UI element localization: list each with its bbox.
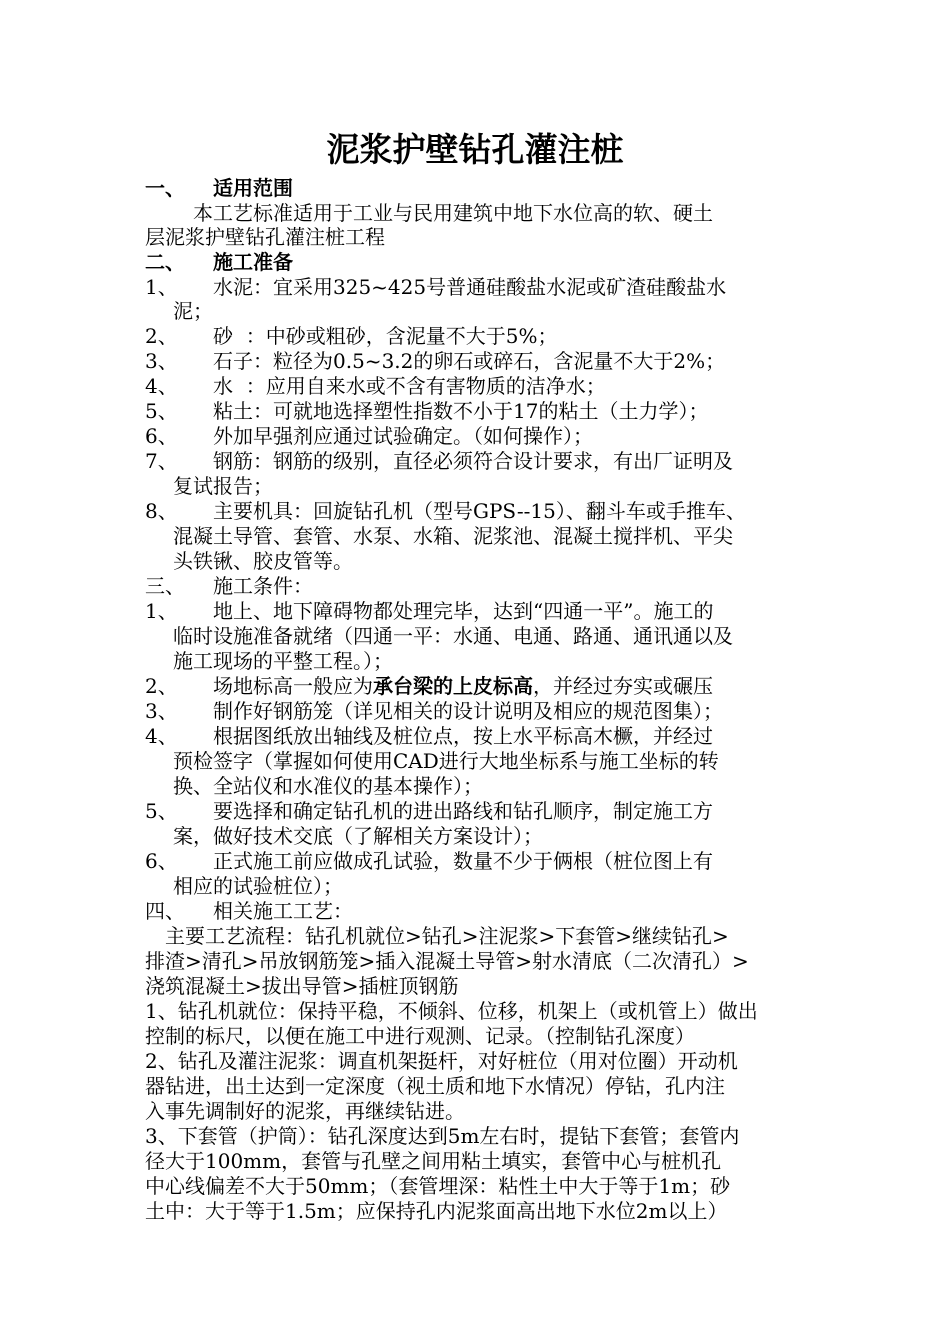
item-text: ，并经过夯实或碾压 [533, 674, 713, 698]
list-item [145, 699, 825, 723]
item-text: 粘土：可就地选择塑性指数不小于17的粘土（土力学）； [213, 399, 709, 423]
item-number: 5、 [145, 399, 178, 423]
list-item [145, 799, 825, 823]
list-item [145, 399, 825, 423]
item-text: 要选择和确定钻孔机的进出路线和钻孔顺序，制定施工方 [213, 799, 713, 823]
list-item-continuation: 施工现场的平整工程。）； [173, 649, 393, 673]
section-number: 三、 [145, 574, 185, 598]
item-text: 正式施工前应做成孔试验，数量不少于俩根（桩位图上有 [213, 849, 713, 873]
list-item-continuation: 泥； [173, 299, 213, 323]
item-number: 7、 [145, 449, 178, 473]
list-item-continuation: 头铁锹、胶皮管等。 [173, 549, 353, 573]
list-item [145, 849, 825, 873]
item-text: 水泥：宜采用325~425号普通硅酸盐水泥或矿渣硅酸盐水 [213, 275, 727, 299]
paragraph-line: 入事先调制好的泥浆，再继续钻进。 [145, 1099, 465, 1123]
paragraph-line: 2、钻孔及灌注泥浆：调直机架挺杆，对好桩位（用对位圈）开动机 [145, 1049, 738, 1073]
list-item-continuation: 临时设施准备就绪（四通一平：水通、电通、路通、通讯通以及 [173, 624, 733, 648]
list-item-continuation: 复试报告； [173, 474, 273, 498]
list-item [145, 324, 825, 348]
item-number: 6、 [145, 849, 178, 873]
section-title: 适用范围 [213, 176, 293, 200]
list-item [145, 724, 825, 748]
item-text: 水 ：应用自来水或不含有害物质的洁净水； [213, 374, 606, 398]
item-number: 1、 [145, 599, 178, 623]
section-heading-1 [145, 176, 825, 200]
paragraph-line: 中心线偏差不大于50mm；（套管埋深：粘性土中大于等于1m；砂 [145, 1174, 731, 1198]
item-text: 场地标高一般应为 [213, 674, 373, 698]
paragraph-line: 浇筑混凝土>拔出导管>插桩顶钢筋 [145, 974, 459, 998]
item-text: 外加早强剂应通过试验确定。（如何操作）； [213, 424, 593, 448]
paragraph-line: 器钻进，出土达到一定深度（视土质和地下水情况）停钻，孔内注 [145, 1074, 725, 1098]
section-number: 二、 [145, 250, 185, 274]
list-item-continuation: 相应的试验桩位）； [173, 874, 343, 898]
item-number: 5、 [145, 799, 178, 823]
item-text-bold: 承台梁的上皮标高 [373, 674, 533, 698]
item-number: 2、 [145, 674, 178, 698]
item-number: 3、 [145, 349, 178, 373]
section-number: 四、 [145, 899, 185, 923]
section-title: 相关施工工艺： [213, 899, 353, 923]
item-text: 钢筋：钢筋的级别，直径必须符合设计要求，有出厂证明及 [213, 449, 733, 473]
item-text: 根据图纸放出轴线及桩位点，按上水平标高木橛，并经过 [213, 724, 713, 748]
list-item-continuation: 混凝土导管、套管、水泵、水箱、泥浆池、混凝土搅拌机、平尖 [173, 524, 733, 548]
list-item [145, 424, 825, 448]
section-title: 施工条件： [213, 574, 313, 598]
list-item [145, 599, 825, 623]
item-number: 6、 [145, 424, 178, 448]
item-text: 石子：粒径为0.5~3.2的卵石或碎石，含泥量不大于2%； [213, 349, 726, 373]
item-number: 1、 [145, 275, 178, 299]
section-heading-2 [145, 250, 825, 274]
list-item [145, 275, 825, 299]
section-number: 一、 [145, 176, 185, 200]
item-number: 2、 [145, 324, 178, 348]
paragraph-line: 排渣>清孔>吊放钢筋笼>插入混凝土导管>射水清底（二次清孔）> [145, 949, 749, 973]
paragraph-line: 径大于100mm，套管与孔壁之间用粘土填实，套管中心与桩机孔 [145, 1149, 722, 1173]
paragraph-line: 控制的标尺，以便在施工中进行观测、记录。（控制钻孔深度） [145, 1024, 695, 1048]
list-item [145, 349, 825, 373]
paragraph-line: 层泥浆护壁钻孔灌注桩工程 [145, 225, 385, 249]
paragraph-line: 1、钻孔机就位：保持平稳，不倾斜、位移，机架上（或机管上）做出 [145, 999, 758, 1023]
document-title: 泥浆护壁钻孔灌注桩 [326, 130, 624, 169]
item-text: 地上、地下障碍物都处理完毕，达到“四通一平”。施工的 [213, 599, 714, 623]
paragraph-line: 土中：大于等于1.5m；应保持孔内泥浆面高出地下水位2m以上） [145, 1199, 728, 1223]
item-text: 制作好钢筋笼（详见相关的设计说明及相应的规范图集）； [213, 699, 723, 723]
item-number: 3、 [145, 699, 178, 723]
item-text: 砂 ：中砂或粗砂，含泥量不大于5%； [213, 324, 558, 348]
list-item-continuation: 预检签字（掌握如何使用CAD进行大地坐标系与施工坐标的转 [173, 749, 719, 773]
item-number: 4、 [145, 724, 178, 748]
list-item [145, 374, 825, 398]
item-number: 8、 [145, 499, 178, 523]
list-item-continuation: 案，做好技术交底（了解相关方案设计）； [173, 824, 543, 848]
list-item-continuation: 换、全站仪和水准仪的基本操作）； [173, 774, 483, 798]
item-number: 4、 [145, 374, 178, 398]
section-title: 施工准备 [213, 250, 293, 274]
section-heading-3 [145, 574, 825, 598]
item-text: 主要机具：回旋钻孔机（型号GPS--15）、翻斗车或手推车、 [213, 499, 746, 523]
list-item [145, 449, 825, 473]
paragraph-line: 3、下套管（护筒）：钻孔深度达到5m左右时，提钻下套管；套管内 [145, 1124, 740, 1148]
paragraph-line: 本工艺标准适用于工业与民用建筑中地下水位高的软、硬土 [193, 201, 713, 225]
section-heading-4 [145, 899, 825, 923]
list-item [145, 499, 825, 523]
list-item [145, 674, 825, 698]
paragraph-line: 主要工艺流程：钻孔机就位>钻孔>注泥浆>下套管>继续钻孔> [165, 924, 729, 948]
